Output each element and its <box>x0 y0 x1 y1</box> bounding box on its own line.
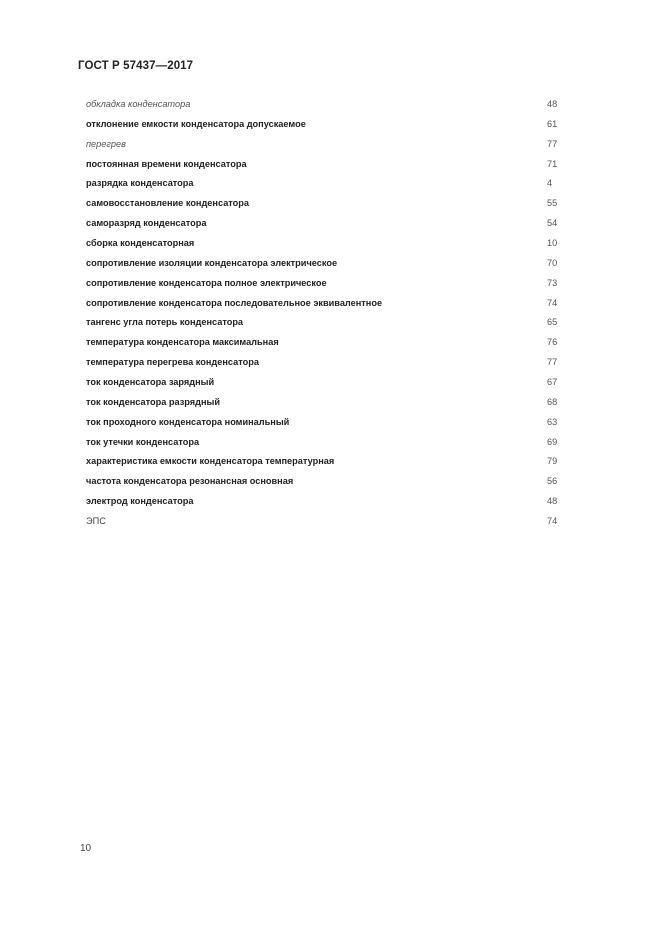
index-term: сопротивление конденсатора последовательное эквивалентное <box>86 297 383 308</box>
index-page-ref: 63 <box>547 416 558 427</box>
index-entry <box>86 334 558 354</box>
index-page-ref: 71 <box>547 158 558 169</box>
index-term: температура конденсатора максимальная <box>86 337 279 348</box>
index-page-ref: 77 <box>547 138 558 149</box>
index-term: перегрев <box>86 138 126 149</box>
index-entry <box>86 255 558 275</box>
index-term: температура перегрева конденсатора <box>86 357 259 368</box>
index-page-ref: 65 <box>547 317 558 328</box>
index-entry <box>86 314 558 334</box>
index-entry <box>86 513 558 533</box>
index-page-ref: 68 <box>547 396 558 407</box>
index-term: разрядка конденсатора <box>86 178 194 189</box>
index-entry <box>86 374 558 394</box>
index-page-ref: 76 <box>547 337 558 348</box>
index-page-ref: 77 <box>547 357 558 368</box>
index-page-ref: 69 <box>547 436 558 447</box>
index-entry <box>86 354 558 374</box>
index-term: обкладка конденсатора <box>86 99 191 109</box>
index-page-ref: 74 <box>547 516 558 527</box>
index-term: саморазряд конденсатора <box>86 218 207 229</box>
index-entry <box>86 394 558 414</box>
index-page-ref: 61 <box>547 118 558 129</box>
index-term: ток конденсатора разрядный <box>86 396 220 407</box>
index-page-ref: 73 <box>547 277 558 288</box>
index-entry <box>86 473 558 493</box>
index-entry <box>86 453 558 473</box>
index-term: ток проходного конденсатора номинальный <box>86 416 290 427</box>
index-entry <box>86 493 558 513</box>
index-entry <box>86 116 558 136</box>
index-term: характеристика емкости конденсатора температурная <box>86 456 335 467</box>
index-entry <box>86 295 558 315</box>
index-entry <box>86 275 558 295</box>
index-page-ref: 4 <box>547 178 553 189</box>
index-page-ref: 74 <box>547 297 558 308</box>
index-page-ref: 48 <box>547 496 558 507</box>
index-page-ref: 10 <box>547 238 558 249</box>
index-entry <box>86 414 558 434</box>
index-term: ЭПС <box>86 516 106 527</box>
index-page-ref: 70 <box>547 257 558 268</box>
index-entry <box>86 215 558 235</box>
index-entry <box>86 136 558 156</box>
index-term: ток утечки конденсатора <box>86 436 200 447</box>
index-page-ref: 67 <box>547 377 558 388</box>
index-term: сборка конденсаторная <box>86 238 195 249</box>
index-term: самовосстановление конденсатора <box>86 198 250 209</box>
index-term: отклонение емкости конденсатора допускаемое <box>86 118 306 129</box>
index-term: сопротивление изоляции конденсатора электрическое <box>86 257 338 268</box>
index-page-ref: 79 <box>547 456 558 467</box>
page-number: 10 <box>80 843 92 854</box>
index-entry <box>86 434 558 454</box>
index-term: электрод конденсатора <box>86 496 194 507</box>
index-term: ток конденсатора зарядный <box>86 377 215 388</box>
document-header-standard-number: ГОСТ Р 57437—2017 <box>78 60 194 72</box>
alphabetical-term-index <box>86 96 558 533</box>
index-page-ref: 55 <box>547 198 558 209</box>
index-entry <box>86 195 558 215</box>
index-entry <box>86 175 558 195</box>
index-term: постоянная времени конденсатора <box>86 158 247 169</box>
index-page-ref: 48 <box>547 99 558 109</box>
index-page-ref: 54 <box>547 218 558 229</box>
index-term: тангенс угла потерь конденсатора <box>86 317 244 328</box>
index-entry <box>86 96 558 116</box>
index-term: частота конденсатора резонансная основная <box>86 476 294 487</box>
index-page-ref: 56 <box>547 476 558 487</box>
index-entry <box>86 156 558 176</box>
index-entry <box>86 235 558 255</box>
index-term: сопротивление конденсатора полное электрическое <box>86 277 327 288</box>
